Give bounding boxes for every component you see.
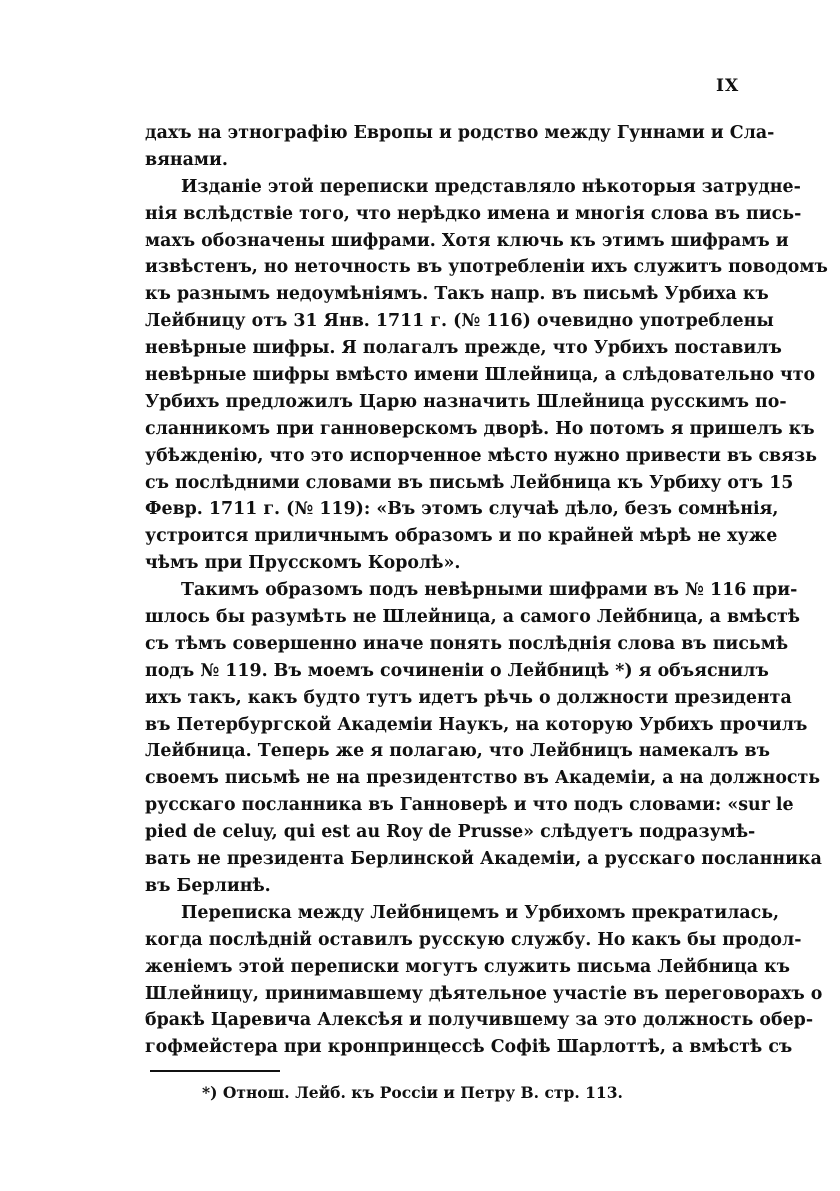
text-line: Лейбница. Теперь же я полагаю, что Лейбницъ намекалъ въ bbox=[145, 741, 770, 762]
text-line: шлось бы разумѣть не Шлейница, а самого Лейбница, а вмѣстѣ bbox=[145, 607, 801, 628]
text-line: вать не президента Берлинской Академіи, а русскаго посланника bbox=[145, 849, 822, 870]
text-line: Лейбницу отъ 31 Янв. 1711 г. (№ 116) очевидно употреблены bbox=[145, 311, 774, 332]
footnote: *) Отнош. Лейб. къ Россіи и Петру В. стр. 113. bbox=[202, 1083, 623, 1102]
text-line: убѣжденію, что это испорченное мѣсто нужно привести въ связь bbox=[145, 445, 817, 466]
text-line: Переписка между Лейбницемъ и Урбихомъ прекратилась, bbox=[181, 902, 780, 923]
text-line: pied de celuy, qui est au Roy de Prusse» слѣдуетъ подразумѣ- bbox=[145, 822, 756, 843]
text-line: женіемъ этой переписки могутъ служить письма Лейбница къ bbox=[145, 956, 791, 977]
text-line: съ послѣдними словами въ письмѣ Лейбница къ Урбиху отъ 15 bbox=[145, 472, 794, 493]
text-line: гофмейстера при кронпринцессѣ Софіѣ Шарлоттѣ, а вмѣстѣ съ bbox=[145, 1037, 793, 1058]
page-number: IX bbox=[716, 76, 740, 96]
text-line: Изданіе этой переписки представляло нѣкоторыя затрудне- bbox=[181, 176, 801, 197]
text-line: подъ № 119. Въ моемъ сочиненіи о Лейбницѣ *) я объяснилъ bbox=[145, 660, 769, 681]
footnote-divider bbox=[150, 1070, 280, 1072]
text-line: невѣрные шифры вмѣсто имени Шлейница, а слѣдовательно что bbox=[145, 365, 816, 386]
text-line: бракѣ Царевича Алексѣя и получившему за это должность обер- bbox=[145, 1010, 814, 1031]
text-line: вянами. bbox=[145, 149, 228, 170]
text-line: нія вслѣдствіе того, что нерѣдко имена и многія слова въ пись- bbox=[145, 203, 802, 224]
text-line: Урбихъ предложилъ Царю назначить Шлейница русскимъ по- bbox=[145, 391, 787, 412]
text-line: махъ обозначены шифрами. Хотя ключь къ этимъ шифрамъ и bbox=[145, 230, 789, 251]
text-line: извѣстенъ, но неточность въ употребленіи ихъ служитъ поводомъ bbox=[145, 257, 828, 278]
text-line: устроится приличнымъ образомъ и по крайней мѣрѣ не хуже bbox=[145, 526, 778, 547]
text-line: русскаго посланника въ Ганноверѣ и что подъ словами: «sur le bbox=[145, 795, 794, 816]
text-line: Такимъ образомъ подъ невѣрными шифрами въ № 116 при- bbox=[181, 580, 798, 601]
text-line: дахъ на этнографію Европы и родство между Гуннами и Сла- bbox=[145, 123, 775, 143]
text-line: невѣрные шифры. Я полагалъ прежде, что Урбихъ поставилъ bbox=[145, 338, 782, 359]
text-line: Февр. 1711 г. (№ 119): «Въ этомъ случаѣ дѣло, безъ сомнѣнія, bbox=[145, 499, 779, 520]
text-line: въ Петербургской Академіи Наукъ, на которую Урбихъ прочилъ bbox=[145, 714, 808, 735]
text-line: съ тѣмъ совершенно иначе понять послѣднія слова въ письмѣ bbox=[145, 633, 789, 654]
text-line: Шлейницу, принимавшему дѣятельное участіе въ переговорахъ о bbox=[145, 983, 823, 1004]
text-line: къ разнымъ недоумѣніямъ. Такъ напр. въ письмѣ Урбиха къ bbox=[145, 284, 769, 305]
text-line: своемъ письмѣ не на президентство въ Академіи, а на должность bbox=[145, 768, 821, 789]
text-line: когда послѣдній оставилъ русскую службу. Но какъ бы продол- bbox=[145, 929, 802, 950]
text-line: ихъ такъ, какъ будто тутъ идетъ рѣчь о должности президента bbox=[145, 687, 792, 708]
text-line: сланникомъ при ганноверскомъ дворѣ. Но потомъ я пришелъ къ bbox=[145, 418, 815, 439]
text-line: въ Берлинѣ. bbox=[145, 875, 271, 896]
text-line: чѣмъ при Прусскомъ Королѣ». bbox=[145, 553, 461, 574]
body-text bbox=[145, 120, 828, 1061]
